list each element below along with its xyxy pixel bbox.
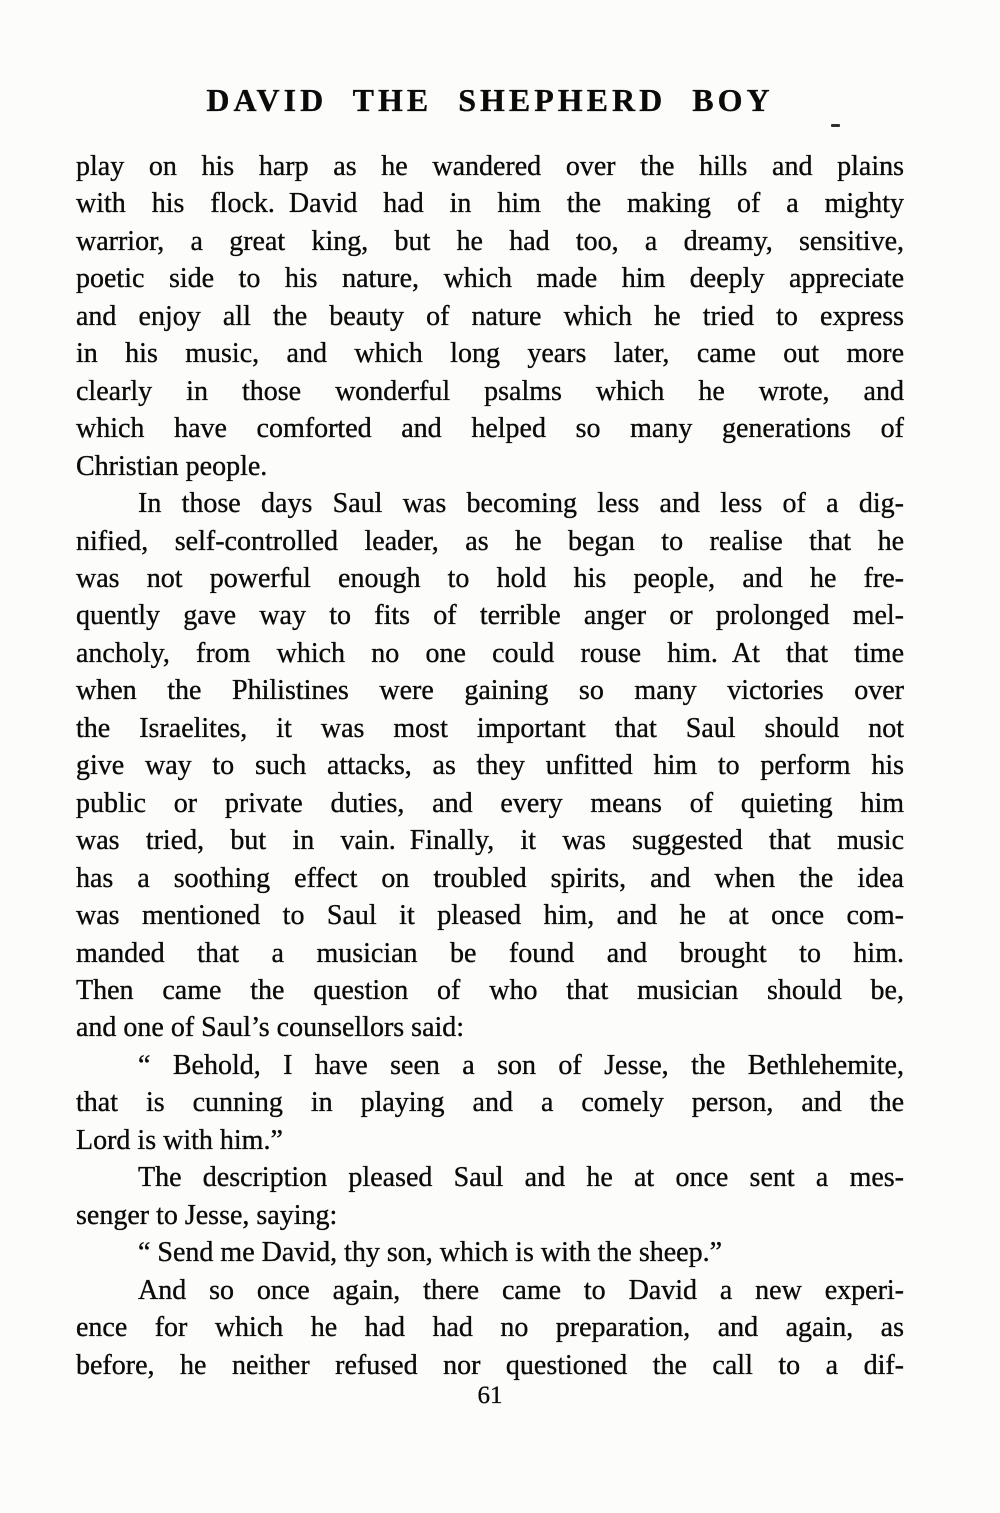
- text-line: when the Philistines were gaining so many victories over: [76, 675, 904, 707]
- text-line: “ Behold, I have seen a son of Jesse, the Bethlehemite,: [138, 1049, 904, 1081]
- text-line: the Israelites, it was most important that Saul should not: [76, 712, 904, 744]
- page-number: 61: [477, 1382, 503, 1409]
- page-heading: DAVID THE SHEPHERD BOY: [206, 82, 774, 118]
- text-line: and enjoy all the beauty of nature which he tried to express: [76, 300, 904, 332]
- text-line: Then came the question of who that musician should be,: [76, 974, 904, 1006]
- text-line: “ Send me David, thy son, which is with the sheep.”: [138, 1237, 723, 1269]
- scan-artifact-dash: [831, 124, 840, 127]
- body-text: [76, 148, 904, 1384]
- text-line: quently gave way to fits of terrible anger or prolonged mel-: [76, 600, 904, 632]
- text-line: play on his harp as he wandered over the hills and plains: [76, 151, 904, 182]
- text-line: clearly in those wonderful psalms which he wrote, and: [76, 375, 904, 407]
- text-line: in his music, and which long years later, came out more: [76, 338, 904, 370]
- text-line: before, he neither refused nor questioned the call to a dif-: [76, 1349, 904, 1381]
- text-line: that is cunning in playing and a comely person, and the: [76, 1087, 904, 1119]
- text-line: warrior, a great king, but he had too, a dreamy, sensitive,: [76, 225, 904, 257]
- text-line: In those days Saul was becoming less and less of a dig-: [138, 488, 904, 520]
- text-line: with his flock. David had in him the making of a mighty: [76, 188, 904, 220]
- text-line: was tried, but in vain. Finally, it was suggested that music: [76, 825, 904, 857]
- text-line: was mentioned to Saul it pleased him, and he at once com-: [76, 900, 904, 932]
- text-line: Christian people.: [76, 450, 268, 482]
- text-line: ancholy, from which no one could rouse him. At that time: [76, 637, 904, 669]
- text-line: has a soothing effect on troubled spirits, and when the idea: [76, 862, 904, 894]
- text-line: Lord is with him.”: [76, 1124, 283, 1156]
- text-line: poetic side to his nature, which made him deeply appreciate: [76, 263, 904, 295]
- text-line: public or private duties, and every means of quieting him: [76, 787, 904, 819]
- text-line: And so once again, there came to David a new experi-: [138, 1274, 904, 1306]
- text-line: manded that a musician be found and brought to him.: [76, 937, 904, 969]
- text-line: ence for which he had had no preparation, and again, as: [76, 1312, 904, 1344]
- text-line: give way to such attacks, as they unfitted him to perform his: [76, 750, 904, 782]
- text-line: The description pleased Saul and he at once sent a mes-: [138, 1162, 904, 1194]
- text-line: and one of Saul’s counsellors said:: [76, 1012, 465, 1044]
- text-line: senger to Jesse, saying:: [76, 1199, 338, 1231]
- text-line: which have comforted and helped so many generations of: [76, 413, 904, 445]
- text-line: was not powerful enough to hold his people, and he fre-: [76, 562, 904, 594]
- text-line: nified, self-controlled leader, as he began to realise that he: [76, 525, 904, 557]
